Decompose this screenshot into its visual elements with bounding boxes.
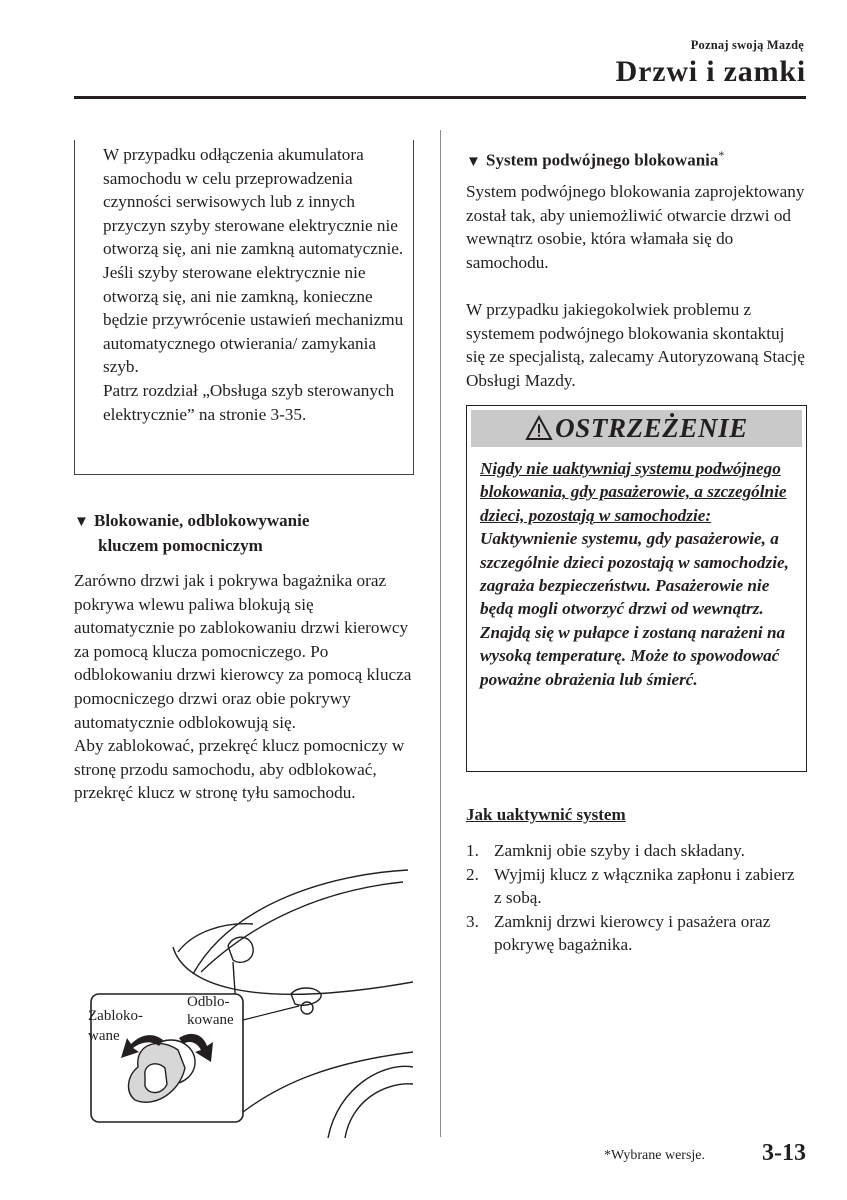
body-lower — [243, 1052, 413, 1112]
label-locked: wane — [88, 1028, 120, 1044]
note-paragraph: W przypadku odłączenia akumulatora samochodu w celu przeprowadzenia czynności serwisowych lub z innych przyczyn szyby sterowane elektrycznie nie otworzą się, ani nie zamkną automatycznie. Jeśli szyby sterowane elektrycznie nie otworzą się, ani nie zamkną, konieczne będzie przywrócenie ustawień mechanizmu automatycznego otwierania/ zamykania szyb. — [103, 145, 404, 377]
warning-header — [471, 410, 802, 447]
header-rule — [74, 96, 806, 99]
wheel-arch — [328, 1066, 413, 1138]
howto-steps — [466, 839, 796, 957]
mirror — [228, 937, 253, 962]
right-subheading-text: System podwójnego blokowania — [486, 150, 719, 170]
warning-box — [466, 405, 807, 772]
key-lock-illustration — [83, 862, 413, 1138]
step-item — [466, 910, 796, 957]
step-text: Zamknij drzwi kierowcy i pasażera oraz pokrywę bagażnika. — [494, 911, 771, 955]
footnote: *Wybrane wersje. — [604, 1148, 706, 1163]
step-item — [466, 839, 796, 863]
warning-underlined: Nigdy nie uaktywniaj systemu podwójnego blokowania, gdy pasażerowie, a szczególnie dzieci, pozostają w samochodzie: — [480, 459, 787, 525]
note-text — [103, 143, 408, 426]
page-title: Drzwi i zamki — [615, 55, 806, 88]
step-number: 2. — [466, 864, 479, 884]
step-text: Zamknij obie szyby i dach składany. — [494, 841, 745, 860]
warning-text — [480, 457, 798, 691]
step-number: 3. — [466, 911, 479, 931]
section-name: Poznaj swoją Mazdę — [690, 38, 804, 52]
warning-title: OSTRZEŻENIE — [555, 413, 748, 443]
optional-marker: * — [718, 148, 725, 162]
right-body — [466, 180, 806, 392]
left-body — [74, 569, 414, 805]
left-subheading — [74, 509, 414, 558]
right-paragraph: W przypadku jakiegokolwiek problemu z systemem podwójnego blokowania skontaktuj się ze specjalistą, zalecamy Autoryzowaną Stację Obsługi Mazdy. — [466, 299, 805, 390]
inset-leader — [243, 1006, 299, 1020]
triangle-bullet-icon: ▼ — [74, 514, 89, 530]
label-unlocked: Odblo- — [187, 994, 230, 1010]
step-item — [466, 863, 796, 910]
label-unlocked: kowane — [187, 1012, 234, 1028]
howto-heading: Jak uaktywnić system — [466, 805, 626, 824]
fender-line — [173, 947, 413, 994]
wheel-arch-inner — [345, 1084, 413, 1138]
page-number: 3-13 — [762, 1140, 806, 1166]
windshield-frame — [201, 882, 403, 972]
step-number: 1. — [466, 841, 479, 860]
triangle-bullet-icon: ▼ — [466, 153, 481, 170]
column-divider — [440, 130, 441, 1137]
warning-triangle-icon — [525, 415, 553, 446]
right-paragraph: System podwójnego blokowania zaprojektowany został tak, aby uniemożliwić otwarcie drzwi od wewnątrz osobie, która włamała się do samochodu. — [466, 182, 805, 272]
left-subheading-line: kluczem pomocniczym — [98, 536, 263, 555]
door-lock-cylinder — [301, 1002, 313, 1014]
note-paragraph: Patrz rozdział „Obsługa szyb sterowanych elektrycznie” na stronie 3-35. — [103, 380, 395, 424]
label-locked: Zabloko- — [88, 1008, 143, 1024]
warning-body: Uaktywnienie systemu, gdy pasażerowie, a szczególnie dzieci pozostają w samochodzie, zagraża bezpieczeństwu. Pasażerowie nie będą mogli otworzyć drzwi od wewnątrz. Znajdą się w pułapce i zostaną narażeni na wysoką temperaturę. Może to spowodować poważne obrażenia lub śmierć. — [480, 529, 789, 689]
left-paragraph: Zarówno drzwi jak i pokrywa bagażnika oraz pokrywa wlewu paliwa blokują się automatycznie po zablokowaniu drzwi kierowcy za pomocą klucza pomocniczego. Po odblokowaniu drzwi kierowcy za pomocą klucza pomocniczego drzwi oraz obie pokrywy automatycznie odblokowują się. — [74, 571, 412, 732]
left-subheading-line: Blokowanie, odblokowywanie — [94, 511, 310, 530]
right-subheading — [466, 143, 806, 174]
step-text: Wyjmij klucz z włącznika zapłonu i zabierz z sobą. — [494, 864, 795, 908]
left-paragraph: Aby zablokować, przekręć klucz pomocniczy w stronę przodu samochodu, aby odblokować, przekręć klucz w stronę tyłu samochodu. — [74, 736, 405, 803]
